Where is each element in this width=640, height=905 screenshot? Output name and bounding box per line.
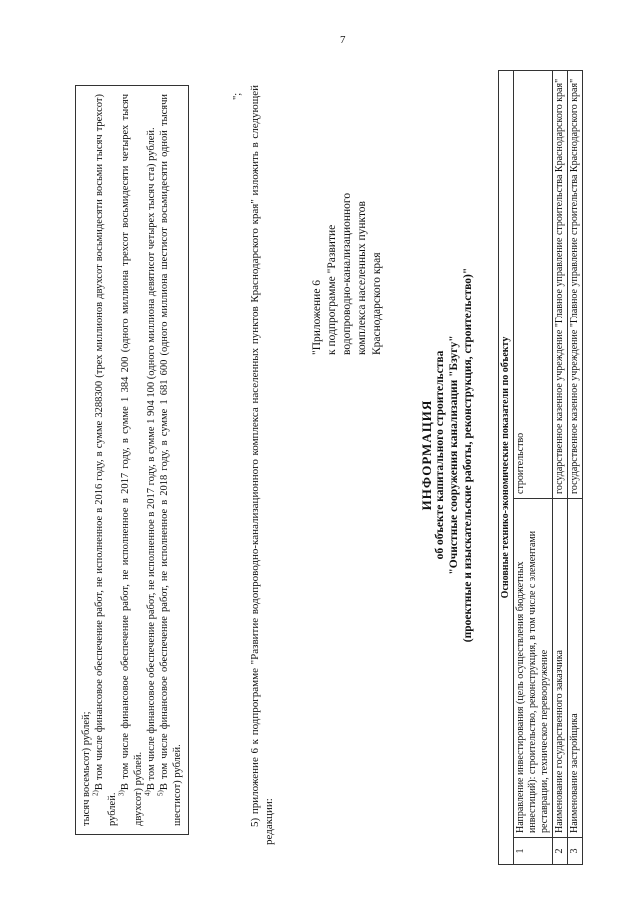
title-line-1: об объекте капитального строительства bbox=[434, 350, 446, 560]
document-title-block bbox=[420, 75, 475, 835]
row-number: 3 bbox=[568, 838, 583, 865]
row-label: Наименование застройщика bbox=[568, 499, 583, 838]
row-value: государственное казенное учреждение "Главное управление строительства Краснодарского края" bbox=[553, 71, 568, 499]
footnote-2 bbox=[93, 94, 119, 826]
table-section-header: Основные технико-экономические показатели по объекту bbox=[499, 71, 514, 865]
footnote-3 bbox=[119, 94, 145, 826]
appendix-heading bbox=[310, 95, 385, 355]
row-label: Наименование государственного заказчика bbox=[553, 499, 568, 838]
indicators-table bbox=[498, 70, 583, 865]
footnote-lead: тысяч восемьсот) рублей; bbox=[81, 711, 92, 826]
footnote-mark: 4) bbox=[143, 790, 152, 796]
appendix-line: "Приложение 6 bbox=[311, 279, 323, 355]
closing-quote-mark: "; bbox=[232, 92, 243, 100]
footnote-mark: 3) bbox=[117, 790, 126, 796]
footnote-4 bbox=[145, 94, 158, 826]
document-title: ИНФОРМАЦИЯ bbox=[419, 399, 434, 511]
row-value: строительство bbox=[514, 71, 553, 499]
appendix-line: к подпрограмме "Развитие bbox=[326, 224, 338, 355]
row-label: Направление инвестирования (цель осуществления бюджетных инвестиций): строительство, реконструкция, в том числе с элементами реставрации, техническое перевооружение bbox=[514, 499, 553, 838]
title-line-2: "Очистные сооружения канализации "Бзугу" bbox=[448, 335, 460, 575]
row-number: 2 bbox=[553, 838, 568, 865]
footnote-box bbox=[75, 85, 189, 835]
appendix-line: комплекса населенных пунктов bbox=[356, 201, 368, 355]
table-section-row bbox=[499, 71, 514, 865]
table-row bbox=[514, 71, 553, 865]
page-number: 7 bbox=[340, 34, 346, 46]
amendment-item-5: 5) приложение 6 к подпрограмме "Развитие водопроводно-канализационного комплекса населенных пунктов Краснодарского края" изложить в следующей редакции: bbox=[249, 85, 275, 845]
footnote-5 bbox=[158, 94, 184, 826]
row-value: государственное казенное учреждение "Главное управление строительства Краснодарского края" bbox=[568, 71, 583, 499]
title-line-3: (проектные и изыскательские работы, реконструкция, строительство)" bbox=[462, 267, 474, 643]
table-row bbox=[568, 71, 583, 865]
footnote-text: В том числе финансовое обеспечение работ, не исполненное в 2017 году, в сумме 1 904 100 (одного миллиона девятисот четырех тысяч ста) рублей. bbox=[146, 127, 157, 791]
footnote-text: В том числе финансовое обеспечение работ, не исполненное в 2016 году, в сумме 3288300 (трех миллионов двухсот восьмидесяти восьми тысяч трехсот) рублей. bbox=[94, 94, 118, 826]
row-number: 1 bbox=[514, 838, 553, 865]
footnote-mark: 2) bbox=[91, 790, 100, 796]
table-row bbox=[553, 71, 568, 865]
rotated-document-sheet bbox=[45, 45, 605, 875]
footnote-mark: 5) bbox=[156, 790, 165, 796]
appendix-line: водопроводно-канализационного bbox=[341, 192, 353, 355]
footnote-text: В том числе финансовое обеспечение работ, не исполненное в 2017 году, в сумме 1 384 200 (одного миллиона трехсот восьмидесяти четырех тысяч двухсот) рублей. bbox=[120, 94, 144, 826]
appendix-line: Краснодарского края bbox=[371, 252, 383, 355]
footnote-text: В том числе финансовое обеспечение работ, не исполненное в 2018 году, в сумме 1 681 600 (одного миллиона шестисот восьмидесяти одной тысячи шестисот) рублей. bbox=[159, 94, 183, 826]
